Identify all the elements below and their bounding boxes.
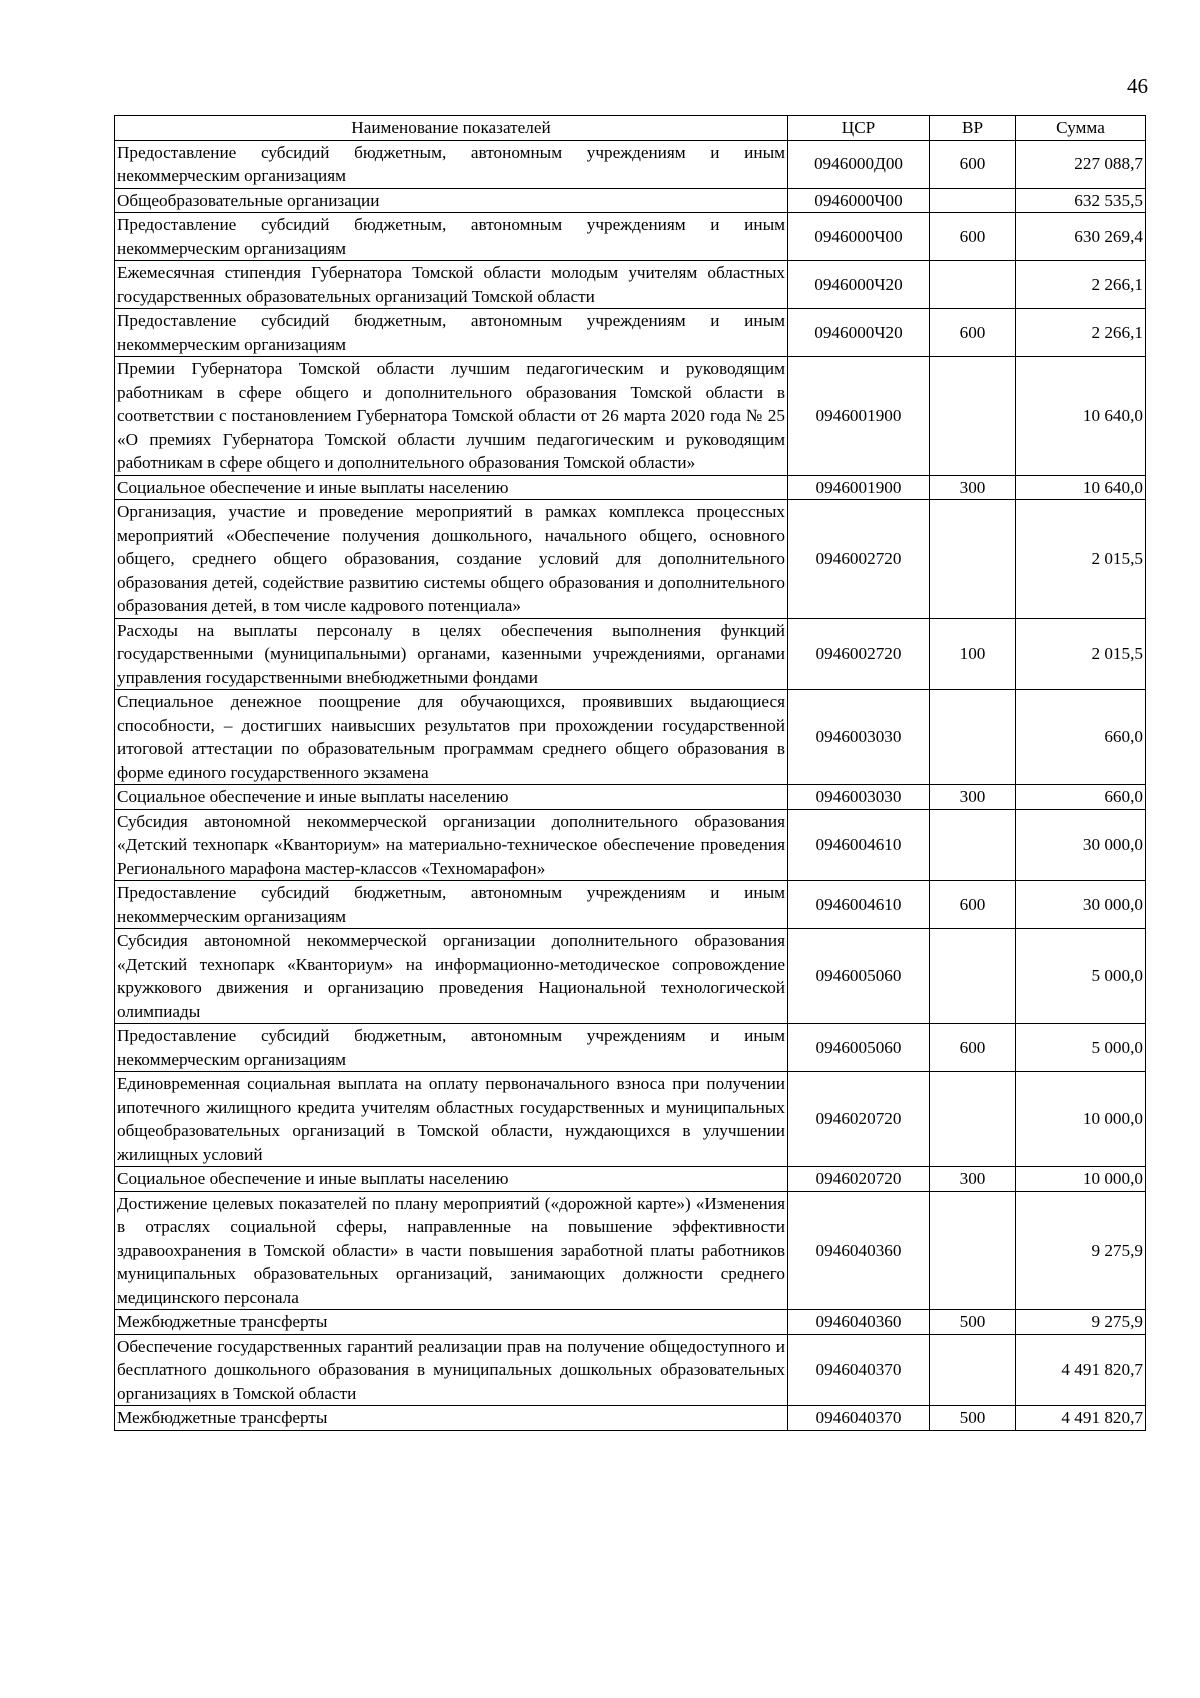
table-row [115, 1406, 1146, 1431]
row-csr-cell: 0946002720 [788, 500, 930, 619]
table-header-row [115, 116, 1146, 141]
header-csr: ЦСР [788, 116, 930, 141]
row-vr-cell [930, 929, 1016, 1024]
row-csr-cell: 0946040360 [788, 1310, 930, 1335]
row-sum-cell: 9 275,9 [1016, 1191, 1146, 1310]
row-csr-cell: 0946000Д00 [788, 140, 930, 188]
table-row [115, 1024, 1146, 1072]
row-sum-cell: 30 000,0 [1016, 809, 1146, 881]
row-vr-cell [930, 1191, 1016, 1310]
row-name-cell: Специальное денежное поощрение для обучающихся, проявивших выдающиеся способности, – достигших наивысших результатов при прохождении государственной итоговой аттестации по образовательным программам среднего общего образования в форме единого государственного экзамена [115, 690, 788, 785]
page-number: 46 [1127, 74, 1148, 98]
row-csr-cell: 0946000Ч20 [788, 309, 930, 357]
row-name-cell: Предоставление субсидий бюджетным, автономным учреждениям и иным некоммерческим организациям [115, 1024, 788, 1072]
row-name-cell: Межбюджетные трансферты [115, 1310, 788, 1335]
row-vr-cell [930, 188, 1016, 213]
table-row [115, 357, 1146, 476]
row-vr-cell: 300 [930, 475, 1016, 500]
table-row [115, 309, 1146, 357]
table-row [115, 188, 1146, 213]
row-csr-cell: 0946001900 [788, 357, 930, 476]
row-csr-cell: 0946000Ч20 [788, 261, 930, 309]
row-vr-cell [930, 809, 1016, 881]
row-vr-cell [930, 1334, 1016, 1406]
row-vr-cell: 300 [930, 785, 1016, 810]
row-sum-cell: 10 000,0 [1016, 1167, 1146, 1192]
table-row [115, 475, 1146, 500]
row-vr-cell: 600 [930, 140, 1016, 188]
table-row [115, 1310, 1146, 1335]
row-sum-cell: 5 000,0 [1016, 1024, 1146, 1072]
row-vr-cell [930, 690, 1016, 785]
row-name-cell: Общеобразовательные организации [115, 188, 788, 213]
table-row [115, 1334, 1146, 1406]
table-row [115, 929, 1146, 1024]
row-vr-cell [930, 1072, 1016, 1167]
table-body [115, 140, 1146, 1430]
row-name-cell: Предоставление субсидий бюджетным, автономным учреждениям и иным некоммерческим организациям [115, 881, 788, 929]
row-sum-cell: 227 088,7 [1016, 140, 1146, 188]
row-vr-cell: 600 [930, 309, 1016, 357]
row-sum-cell: 5 000,0 [1016, 929, 1146, 1024]
row-csr-cell: 0946000Ч00 [788, 213, 930, 261]
table-row [115, 261, 1146, 309]
row-name-cell: Организация, участие и проведение мероприятий в рамках комплекса процессных мероприятий «Обеспечение получения дошкольного, начального общего, основного общего, среднего общего образования, создание условий для дополнительного образования детей, содействие развитию системы общего образования и дополнительного образования детей, в том числе кадрового потенциала» [115, 500, 788, 619]
row-sum-cell: 10 640,0 [1016, 357, 1146, 476]
row-name-cell: Субсидия автономной некоммерческой организации дополнительного образования «Детский технопарк «Кванториум» на материально-техническое обеспечение проведения Регионального марафона мастер-классов «Техномарафон» [115, 809, 788, 881]
table-row [115, 618, 1146, 690]
row-name-cell: Социальное обеспечение и иные выплаты населению [115, 475, 788, 500]
row-csr-cell: 0946040370 [788, 1334, 930, 1406]
row-csr-cell: 0946003030 [788, 690, 930, 785]
table-row [115, 690, 1146, 785]
table-row [115, 809, 1146, 881]
row-sum-cell: 660,0 [1016, 690, 1146, 785]
table-row [115, 1167, 1146, 1192]
row-sum-cell: 2 015,5 [1016, 618, 1146, 690]
row-sum-cell: 30 000,0 [1016, 881, 1146, 929]
row-csr-cell: 0946001900 [788, 475, 930, 500]
row-sum-cell: 2 266,1 [1016, 309, 1146, 357]
row-name-cell: Премии Губернатора Томской области лучшим педагогическим и руководящим работникам в сфере общего и дополнительного образования Томской области в соответствии с постановлением Губернатора Томской области от 26 марта 2020 года № 25 «О премиях Губернатора Томской области лучшим педагогическим и руководящим работникам в сфере общего и дополнительного образования Томской области» [115, 357, 788, 476]
row-name-cell: Субсидия автономной некоммерческой организации дополнительного образования «Детский технопарк «Кванториум» на информационно-методическое сопровождение кружкового движения и организацию проведения Национальной технологической олимпиады [115, 929, 788, 1024]
row-name-cell: Расходы на выплаты персоналу в целях обеспечения выполнения функций государственными (муниципальными) органами, казенными учреждениями, органами управления государственными внебюджетными фондами [115, 618, 788, 690]
row-vr-cell: 500 [930, 1406, 1016, 1431]
table-row [115, 500, 1146, 619]
table-row [115, 881, 1146, 929]
header-name: Наименование показателей [115, 116, 788, 141]
row-csr-cell: 0946020720 [788, 1167, 930, 1192]
row-sum-cell: 660,0 [1016, 785, 1146, 810]
row-sum-cell: 9 275,9 [1016, 1310, 1146, 1335]
row-sum-cell: 10 000,0 [1016, 1072, 1146, 1167]
row-sum-cell: 4 491 820,7 [1016, 1406, 1146, 1431]
row-vr-cell: 100 [930, 618, 1016, 690]
row-name-cell: Обеспечение государственных гарантий реализации прав на получение общедоступного и бесплатного дошкольного образования в муниципальных дошкольных образовательных организациях в Томской области [115, 1334, 788, 1406]
row-name-cell: Предоставление субсидий бюджетным, автономным учреждениям и иным некоммерческим организациям [115, 309, 788, 357]
row-name-cell: Межбюджетные трансферты [115, 1406, 788, 1431]
row-name-cell: Предоставление субсидий бюджетным, автономным учреждениям и иным некоммерческим организациям [115, 213, 788, 261]
row-csr-cell: 0946040360 [788, 1191, 930, 1310]
row-name-cell: Социальное обеспечение и иные выплаты населению [115, 1167, 788, 1192]
row-vr-cell [930, 500, 1016, 619]
row-name-cell: Предоставление субсидий бюджетным, автономным учреждениям и иным некоммерческим организациям [115, 140, 788, 188]
row-sum-cell: 10 640,0 [1016, 475, 1146, 500]
header-vr: ВР [930, 116, 1016, 141]
row-name-cell: Социальное обеспечение и иные выплаты населению [115, 785, 788, 810]
table-row [115, 785, 1146, 810]
row-sum-cell: 2 266,1 [1016, 261, 1146, 309]
row-sum-cell: 630 269,4 [1016, 213, 1146, 261]
row-csr-cell: 0946004610 [788, 881, 930, 929]
row-vr-cell: 600 [930, 881, 1016, 929]
row-sum-cell: 4 491 820,7 [1016, 1334, 1146, 1406]
row-name-cell: Единовременная социальная выплата на оплату первоначального взноса при получении ипотечного жилищного кредита учителям областных государственных и муниципальных общеобразовательных организаций в Томской области, нуждающихся в улучшении жилищных условий [115, 1072, 788, 1167]
table-row [115, 213, 1146, 261]
row-sum-cell: 632 535,5 [1016, 188, 1146, 213]
row-csr-cell: 0946005060 [788, 1024, 930, 1072]
row-name-cell: Ежемесячная стипендия Губернатора Томской области молодым учителям областных государственных образовательных организаций Томской области [115, 261, 788, 309]
row-csr-cell: 0946003030 [788, 785, 930, 810]
row-vr-cell: 600 [930, 1024, 1016, 1072]
row-csr-cell: 0946020720 [788, 1072, 930, 1167]
row-vr-cell: 600 [930, 213, 1016, 261]
row-vr-cell [930, 261, 1016, 309]
table-row [115, 1191, 1146, 1310]
row-csr-cell: 0946002720 [788, 618, 930, 690]
row-csr-cell: 0946005060 [788, 929, 930, 1024]
table-row [115, 140, 1146, 188]
row-sum-cell: 2 015,5 [1016, 500, 1146, 619]
table-row [115, 1072, 1146, 1167]
row-vr-cell: 500 [930, 1310, 1016, 1335]
budget-table [114, 115, 1146, 1431]
row-name-cell: Достижение целевых показателей по плану мероприятий («дорожной карте») «Изменения в отраслях социальной сферы, направленные на повышение эффективности здравоохранения в Томской области» в части повышения заработной платы работников муниципальных образовательных организаций, занимающих должности среднего медицинского персонала [115, 1191, 788, 1310]
header-sum: Сумма [1016, 116, 1146, 141]
row-csr-cell: 0946040370 [788, 1406, 930, 1431]
row-csr-cell: 0946000Ч00 [788, 188, 930, 213]
row-vr-cell [930, 357, 1016, 476]
row-vr-cell: 300 [930, 1167, 1016, 1192]
row-csr-cell: 0946004610 [788, 809, 930, 881]
